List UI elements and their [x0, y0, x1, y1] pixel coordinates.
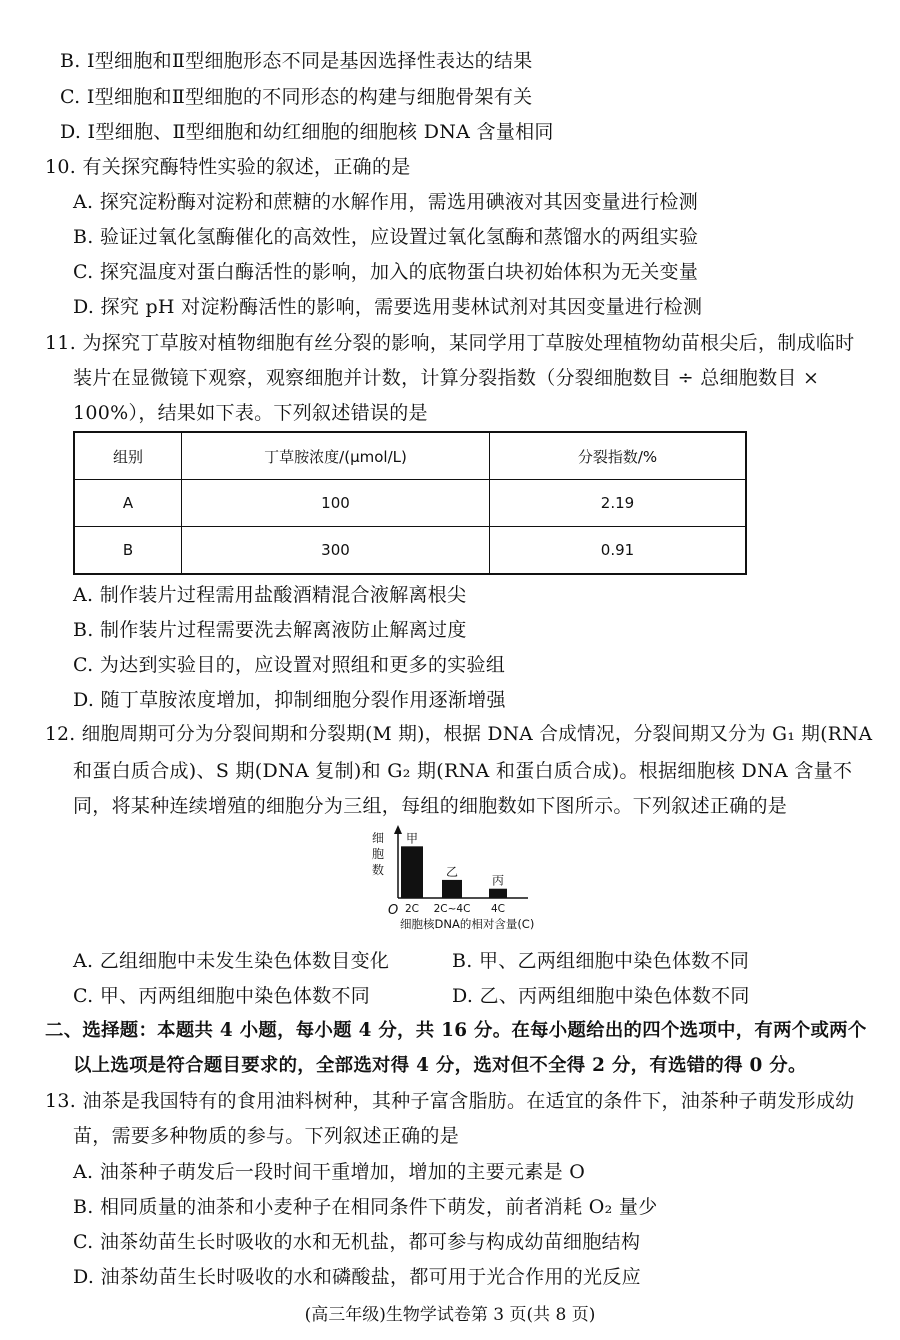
q10-option-a: A. 探究淀粉酶对淀粉和蔗糖的水解作用，需选用碘液对其因变量进行检测 [73, 191, 699, 213]
q11-stem-line3: 100%），结果如下表。下列叙述错误的是 [73, 402, 428, 424]
q11-option-c: C. 为达到实验目的，应设置对照组和更多的实验组 [73, 654, 506, 676]
chart-bar [442, 880, 462, 898]
table-cell: 2.19 [490, 480, 747, 527]
table-cell: 100 [182, 480, 490, 527]
table-cell: 0.91 [490, 527, 747, 575]
q13-stem-line1: 13. 油茶是我国特有的食用油料树种，其种子富含脂肪。在适宜的条件下，油茶种子萌发形成幼 [45, 1090, 855, 1112]
q9-option-b: B. Ⅰ型细胞和Ⅱ型细胞形态不同是基因选择性表达的结果 [60, 50, 533, 72]
section2-instructions-line1: 二、选择题：本题共 4 小题，每小题 4 分，共 16 分。在每小题给出的四个选项中，有两个或两个 [45, 1020, 867, 1041]
q11-stem-line2: 装片在显微镜下观察，观察细胞并计数，计算分裂指数（分裂细胞数目 ÷ 总细胞数目 × [73, 367, 820, 389]
q12-stem-line1: 12. 细胞周期可分为分裂间期和分裂期(M 期)，根据 DNA 合成情况，分裂间期又分为 G₁ 期(RNA [45, 724, 873, 745]
q9-option-d: D. Ⅰ型细胞、Ⅱ型细胞和幼红细胞的细胞核 DNA 含量相同 [60, 121, 554, 143]
q10-option-c: C. 探究温度对蛋白酶活性的影响，加入的底物蛋白块初始体积为无关变量 [73, 261, 699, 283]
chart-xlabel: 细胞核DNA的相对含量(C) [400, 917, 535, 931]
section2-instructions-line2: 以上选项是符合题目要求的，全部选对得 4 分，选对但不全得 2 分，有选错的得 0 分。 [73, 1055, 807, 1076]
chart-bar [401, 846, 423, 898]
chart-ylabel-3: 数 [372, 863, 385, 877]
q12-stem-line3: 同，将某种连续增殖的细胞分为三组，每组的细胞数如下图所示。下列叙述正确的是 [73, 795, 788, 817]
q11-stem-line1: 11. 为探究丁草胺对植物细胞有丝分裂的影响，某同学用丁草胺处理植物幼苗根尖后，制成临时 [45, 332, 855, 354]
q11-option-d: D. 随丁草胺浓度增加，抑制细胞分裂作用逐渐增强 [73, 689, 506, 711]
q13-option-d: D. 油茶幼苗生长时吸收的水和磷酸盐，都可用于光合作用的光反应 [73, 1266, 641, 1288]
chart-ylabel-2: 胞 [372, 847, 385, 861]
q12-option-a: A. 乙组细胞中未发生染色体数目变化 [73, 950, 390, 972]
q13-option-c: C. 油茶幼苗生长时吸收的水和无机盐，都可参与构成幼苗细胞结构 [73, 1231, 641, 1253]
chart-bar-label: 丙 [491, 873, 505, 888]
chart-bar-label: 乙 [445, 864, 459, 879]
page-footer: (高三年级)生物学试卷第 3 页(共 8 页) [304, 1305, 596, 1325]
chart-origin-label: O [388, 903, 399, 918]
q12-option-b: B. 甲、乙两组细胞中染色体数不同 [452, 950, 750, 972]
table-cell: A [74, 480, 182, 527]
cell-count-bar-chart [360, 822, 590, 934]
q12-stem-line2: 和蛋白质合成)、S 期(DNA 复制)和 G₂ 期(RNA 和蛋白质合成)。根据细胞核 DNA 含量不 [73, 760, 853, 782]
table-cell: 300 [182, 527, 490, 575]
table-row [74, 527, 746, 575]
table-header-group: 组别 [74, 432, 182, 480]
q10-option-d: D. 探究 pH 对淀粉酶活性的影响，需要选用斐林试剂对其因变量进行检测 [73, 296, 703, 318]
chart-y-axis-arrow [394, 825, 402, 834]
q9-option-c: C. Ⅰ型细胞和Ⅱ型细胞的不同形态的构建与细胞骨架有关 [60, 86, 533, 108]
q12-option-d: D. 乙、丙两组细胞中染色体数不同 [452, 985, 750, 1007]
table-header-concentration: 丁草胺浓度/(μmol/L) [182, 432, 490, 480]
chart-bar [489, 889, 507, 898]
q12-option-c: C. 甲、丙两组细胞中染色体数不同 [73, 985, 371, 1007]
q13-stem-line2: 苗，需要多种物质的参与。下列叙述正确的是 [73, 1125, 460, 1147]
table-cell: B [74, 527, 182, 575]
q10-stem: 10. 有关探究酶特性实验的叙述，正确的是 [45, 156, 411, 178]
q10-option-b: B. 验证过氧化氢酶催化的高效性，应设置过氧化氢酶和蒸馏水的两组实验 [73, 226, 699, 248]
chart-bar-label: 甲 [405, 831, 419, 846]
q13-option-b: B. 相同质量的油茶和小麦种子在相同条件下萌发，前者消耗 O₂ 量少 [73, 1196, 658, 1218]
q11-option-b: B. 制作装片过程需要洗去解离液防止解离过度 [73, 619, 467, 641]
table-row [74, 480, 746, 527]
q11-data-table [73, 431, 747, 575]
table-header-index: 分裂指数/% [490, 432, 747, 480]
table-header-row [74, 432, 746, 480]
chart-tick-label: 2C [404, 903, 420, 915]
chart-ylabel-1: 细 [372, 831, 385, 845]
chart-tick-label: 2C~4C [433, 903, 471, 915]
q13-option-a: A. 油茶种子萌发后一段时间干重增加，增加的主要元素是 O [73, 1161, 586, 1183]
q11-option-a: A. 制作装片过程需用盐酸酒精混合液解离根尖 [73, 584, 467, 606]
chart-tick-label: 4C [490, 903, 506, 915]
